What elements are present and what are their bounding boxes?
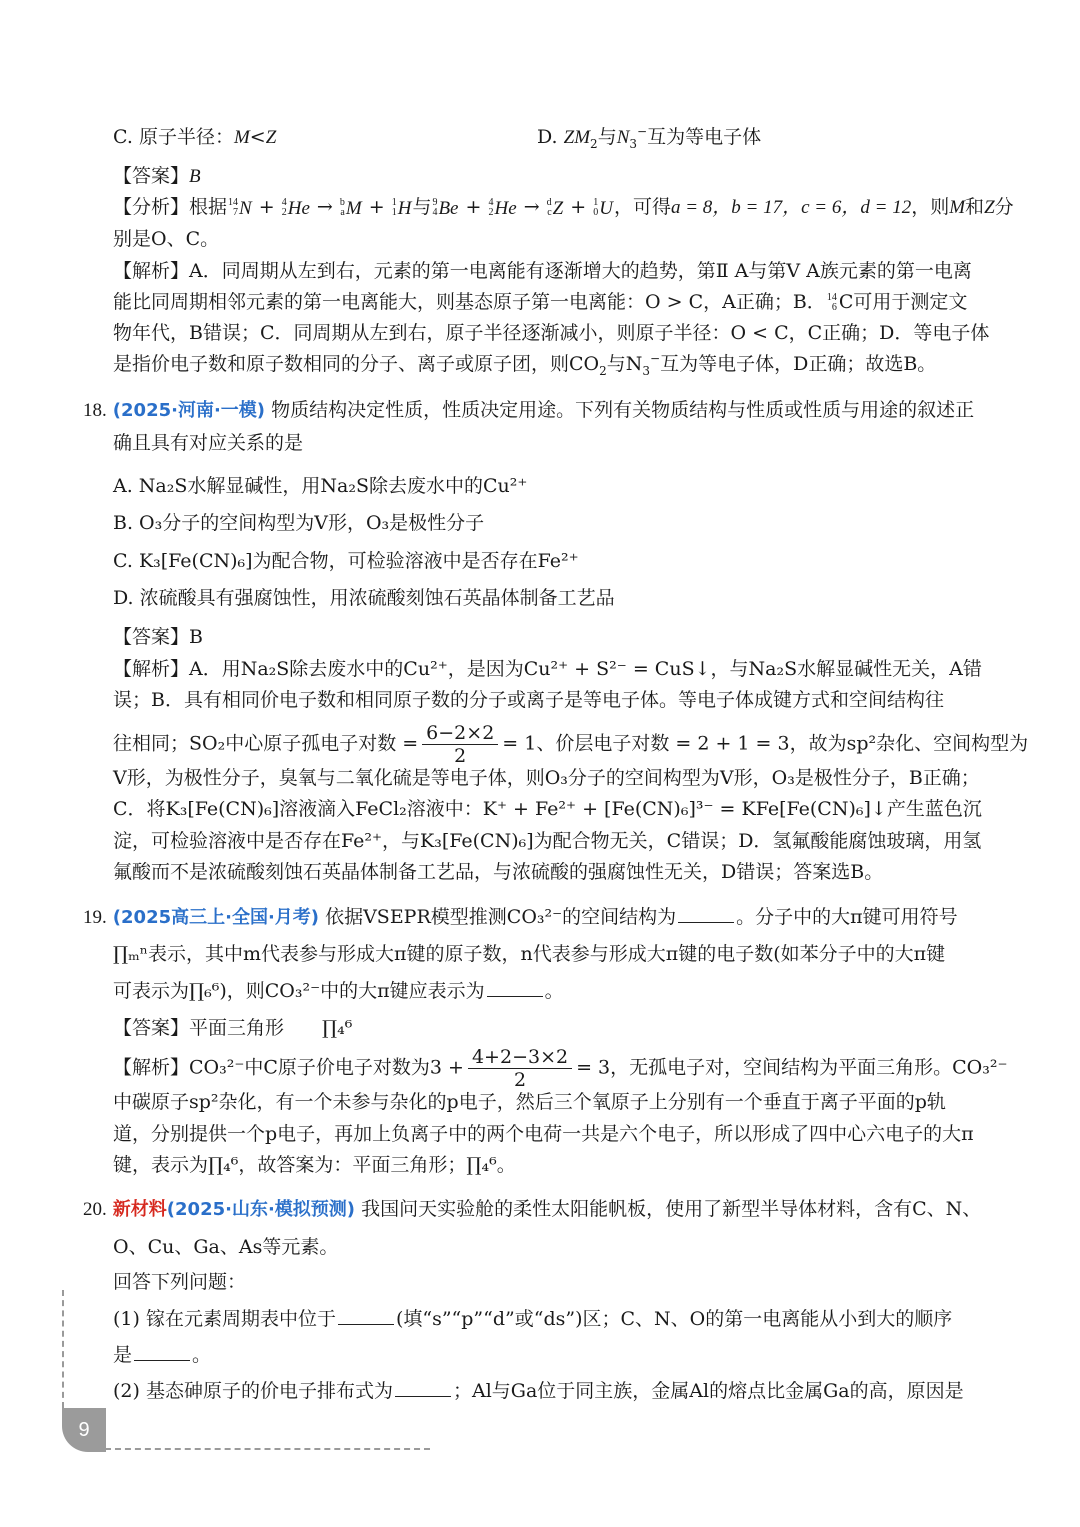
q17-explain-line2: 能比同周期相邻元素的第一电离能大，则基态原子第一电离能：O > C，A正确；B． 14 6 C可用于测定文 [113, 291, 968, 314]
q20-source: (2025·山东·模拟预测) [166, 1199, 356, 1220]
q17-explain-line1: 【解析】A．同周期从左到右，元素的第一电离能有逐渐增大的趋势，第Ⅱ A与第Ⅴ A族元素的第一电离 [113, 260, 972, 282]
page-margin-dashed-vertical [62, 1290, 64, 1408]
q18-option-d: D. 浓硫酸具有强腐蚀性，用浓硫酸刻蚀石英晶体制备工艺品 [113, 587, 615, 609]
q19-fraction: $\frac{4+2-3\times 2}{2}$ [468, 1046, 572, 1091]
q19-blank-1 [678, 902, 734, 923]
q19-source: (2025高三上·全国·月考) [112, 907, 320, 928]
q20-blank-3 [395, 1376, 451, 1397]
q20-blank-2 [134, 1340, 190, 1361]
q19-explain-line4: 键，表示为∏₄⁶，故答案为：平面三角形；∏₄⁶。 [113, 1154, 516, 1176]
page-number: 9 [62, 1408, 106, 1452]
q18-stem-line2: 确且具有对应关系的是 [113, 432, 304, 454]
q20-part1-line2: 是 。 [113, 1340, 211, 1369]
q19-blank-2 [487, 976, 543, 997]
page-margin-dashed-horizontal [105, 1448, 430, 1450]
q18-stem-line1: 18. (2025·河南·一模) 物质结构决定性质，性质决定用途。下列有关物质结构与性质或性质与用途的叙述正 [83, 399, 975, 421]
q20-tag: 新材料 [112, 1199, 167, 1220]
q20-stem-line2: O、Cu、Ga、As等元素。 [113, 1236, 339, 1258]
q17-analysis-line2: 别是O、C。 [113, 228, 220, 250]
q17-explain-line4: 是指价电子数和原子数相同的分子、离子或原子团，则$CO_2$与$N_3^-$互为等电子体，D正确；故选B。 [113, 351, 937, 378]
q20-stem-line1: 20. 新材料(2025·山东·模拟预测) 我国问天实验舱的柔性太阳能帆板，使用了新型半导体材料，含有C、N、 [83, 1198, 982, 1220]
q20-part2-line1: (2) 基态砷原子的价电子排布式为 ；Al与Ga位于同主族，金属Al的熔点比金属Ga的高，原因是 [113, 1376, 964, 1405]
q19-explain-line1: 【解析】CO₃²⁻中C原子价电子对数为3 + $\frac{4+2-3\times 2}{2}$ = 3，无孤电子对，空间结构为平面三角形。CO₃²⁻ [113, 1046, 1008, 1091]
q18-source: (2025·河南·一模) [112, 400, 266, 421]
q19-answer: 【答案】平面三角形 ∏₄⁶ [113, 1017, 353, 1039]
q18-explain-line7: 氟酸而不是浓硫酸刻蚀石英晶体制备工艺品，与浓硫酸的强腐蚀性无关，D错误；答案选B。 [113, 861, 884, 883]
q18-explain-line1: 【解析】A．用Na₂S除去废水中的Cu²⁺，是因为Cu²⁺ + S²⁻ = CuS↓，与Na₂S水解显碱性无关，A错 [113, 658, 982, 680]
q19-stem-line2: ∏ₘⁿ表示，其中m代表参与形成大π键的原子数，n代表参与形成大π键的电子数(如苯分子中的大π键 [113, 943, 946, 965]
q17-option-d: D. $ZM_2$与$N_3^-$互为等电子体 [537, 124, 762, 151]
q18-explain-line3: 往相同；SO₂中心原子孤电子对数 = $\frac{6-2\times 2}{2}$ = 1、价层电子对数 = 2 + 1 = 3，故为sp²杂化、空间构型为 [113, 722, 1029, 767]
q18-answer: 【答案】B [113, 626, 203, 648]
q17-analysis-line1: 【分析】根据 14 7 N + 4 2 He → b a M + 1 1 H与 9 4 Be + 4 2 He → d c Z + 1 0 U，可得a = 8，b = 17，c = 6，d = 12，则M和Z分 [113, 196, 1014, 219]
q17-option-c: C. 原子半径：M<Z [113, 126, 277, 148]
q18-option-a: A. Na₂S水解显碱性，用Na₂S除去废水中的Cu²⁺ [113, 475, 528, 497]
q17-explain-line3: 物年代，B错误；C．同周期从左到右，原子半径逐渐减小，则原子半径：O < C，C正确；D．等电子体 [113, 322, 990, 344]
q19-explain-line2: 中碳原子sp²杂化，有一个未参与杂化的p电子，然后三个氧原子上分别有一个垂直于离子平面的p轨 [113, 1091, 946, 1113]
q19-explain-line3: 道，分别提供一个p电子，再加上负离子中的两个电荷一共是六个电子，所以形成了四中心六电子的大π [113, 1123, 974, 1145]
q18-explain-line5: C．将K₃[Fe(CN)₆]溶液滴入FeCl₂溶液中：K⁺ + Fe²⁺ + [Fe(CN)₆]³⁻ = KFe[Fe(CN)₆]↓产生蓝色沉 [113, 798, 982, 820]
q20-stem-line3: 回答下列问题： [113, 1271, 247, 1293]
q18-explain-line6: 淀，可检验溶液中是否存在Fe²⁺，与K₃[Fe(CN)₆]为配合物无关，C错误；D．氢氟酸能腐蚀玻璃，用氢 [113, 830, 982, 852]
q20-blank-1 [338, 1304, 394, 1325]
q20-part1-line1: (1) 镓在元素周期表中位于 (填“s”“p”“d”或“ds”)区；C、N、O的第一电离能从小到大的顺序 [113, 1304, 952, 1333]
q18-option-c: C. K₃[Fe(CN)₆]为配合物，可检验溶液中是否存在Fe²⁺ [113, 550, 579, 572]
q18-explain-line4: V形，为极性分子，臭氧与二氧化硫是等电子体，则O₃分子的空间构型为V形，O₃是极性分子，B正确； [113, 767, 980, 789]
q19-stem-line1: 19. (2025高三上·全国·月考) 依据VSEPR模型推测CO₃²⁻的空间结构为 。分子中的大π键可用符号 [83, 902, 958, 932]
q18-fraction: $\frac{6-2\times 2}{2}$ [422, 722, 498, 767]
q18-option-b: B. O₃分子的空间构型为V形，O₃是极性分子 [113, 512, 485, 534]
q19-stem-line3: 可表示为∏₆⁶)，则CO₃²⁻中的大π键应表示为 。 [113, 976, 564, 1005]
q17-answer: 【答案】B [113, 165, 201, 187]
q18-explain-line2: 误；B．具有相同价电子数和相同原子数的分子或离子是等电子体。等电子体成键方式和空间结构往 [113, 689, 944, 711]
